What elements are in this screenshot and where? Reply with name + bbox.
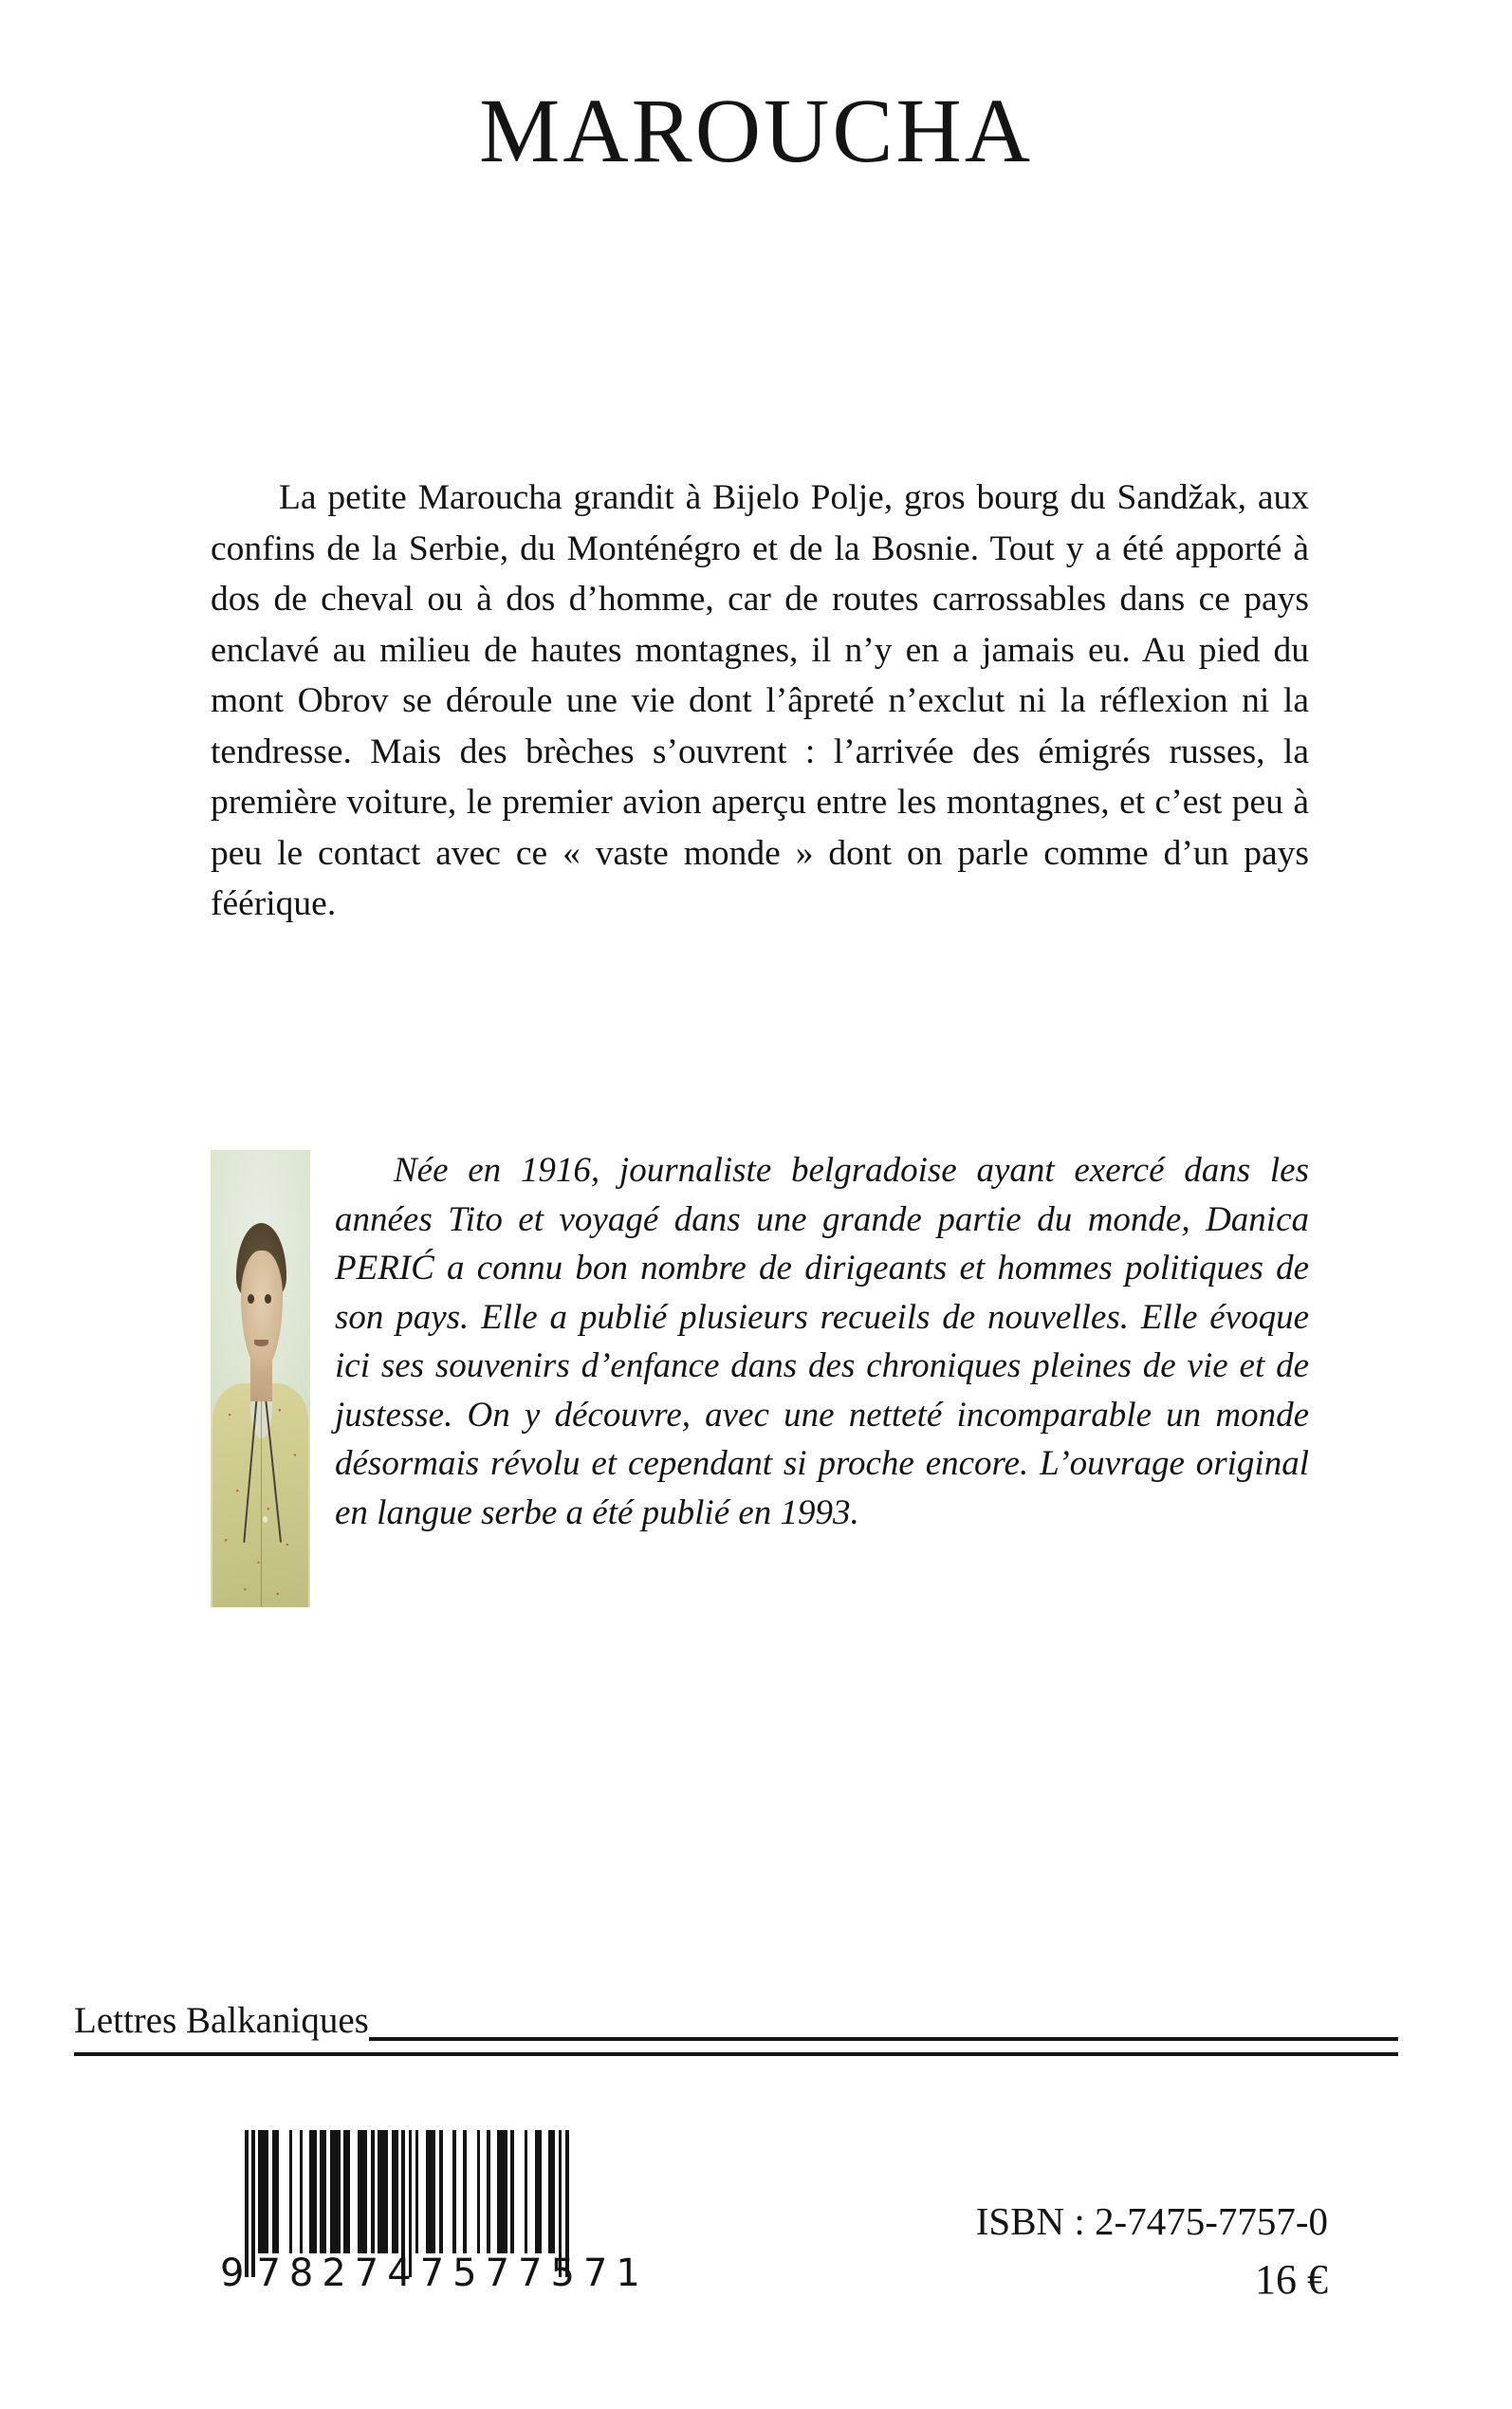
collection-name: Lettres Balkaniques bbox=[74, 2000, 369, 2041]
barcode-group-right: 577571 bbox=[452, 2251, 649, 2295]
isbn-text: ISBN : 2-7475-7757-0 bbox=[975, 2199, 1328, 2243]
portrait-button bbox=[263, 1516, 267, 1524]
portrait-mouth bbox=[254, 1340, 268, 1346]
author-bio-text: Née en 1916, journaliste belgradoise ayant exercé dans les années Tito et voyagé dans une grande partie du monde, Danica PERIĆ a connu bon nombre de dirigeants et hommes politiques de son pays. Elle a publié plusieurs recueils de nouvelles. Elle évoque ici ses souvenirs d’enfance dans des chroniques pleines de vie et de justesse. On y découvre, avec une netteté incomparable un monde désormais révolu et cependant si proche encore. L’ouvrage original en langue serbe a été publié en 1993. bbox=[335, 1151, 1309, 1532]
collection-rule-right bbox=[369, 2037, 1398, 2041]
author-bio-block bbox=[211, 1146, 1309, 1613]
book-title: MAROUCHA bbox=[478, 80, 1034, 181]
collection-row bbox=[74, 2002, 1398, 2046]
book-blurb-paragraph: La petite Maroucha grandit à Bijelo Polje, gros bourg du Sandžak, aux confins de la Serbie, du Monténégro et de la Bosnie. Tout y a été apporté à dos de cheval ou à dos d’homme, car de routes carrossables dans ce pays enclavé au milieu de hautes montagnes, il n’y en a jamais eu. Au pied du mont Obrov se déroule une vie dont l’âpreté n’exclut ni la réflexion ni la tendresse. Mais des brèches s’ouvrent : l’arrivée des émigrés russes, la première voiture, le premier avion aperçu entre les montagnes, et c’est peu à peu le contact avec ce « vaste monde » dont on parle comme d’un pays féérique. bbox=[211, 478, 1309, 923]
collection-underline bbox=[74, 2052, 1398, 2056]
price-text: 16 € bbox=[1255, 2256, 1328, 2303]
author-portrait-photo bbox=[211, 1150, 310, 1607]
portrait-eye-right bbox=[265, 1294, 271, 1304]
ean13-barcode bbox=[220, 2130, 649, 2320]
portrait-eye-left bbox=[248, 1294, 254, 1304]
barcode-lead-digit: 9 bbox=[220, 2251, 246, 2295]
barcode-digits bbox=[220, 2251, 649, 2295]
isbn-price-block bbox=[854, 2192, 1328, 2309]
portrait-placket bbox=[261, 1388, 262, 1607]
barcode-group-left: 782747 bbox=[256, 2251, 453, 2295]
